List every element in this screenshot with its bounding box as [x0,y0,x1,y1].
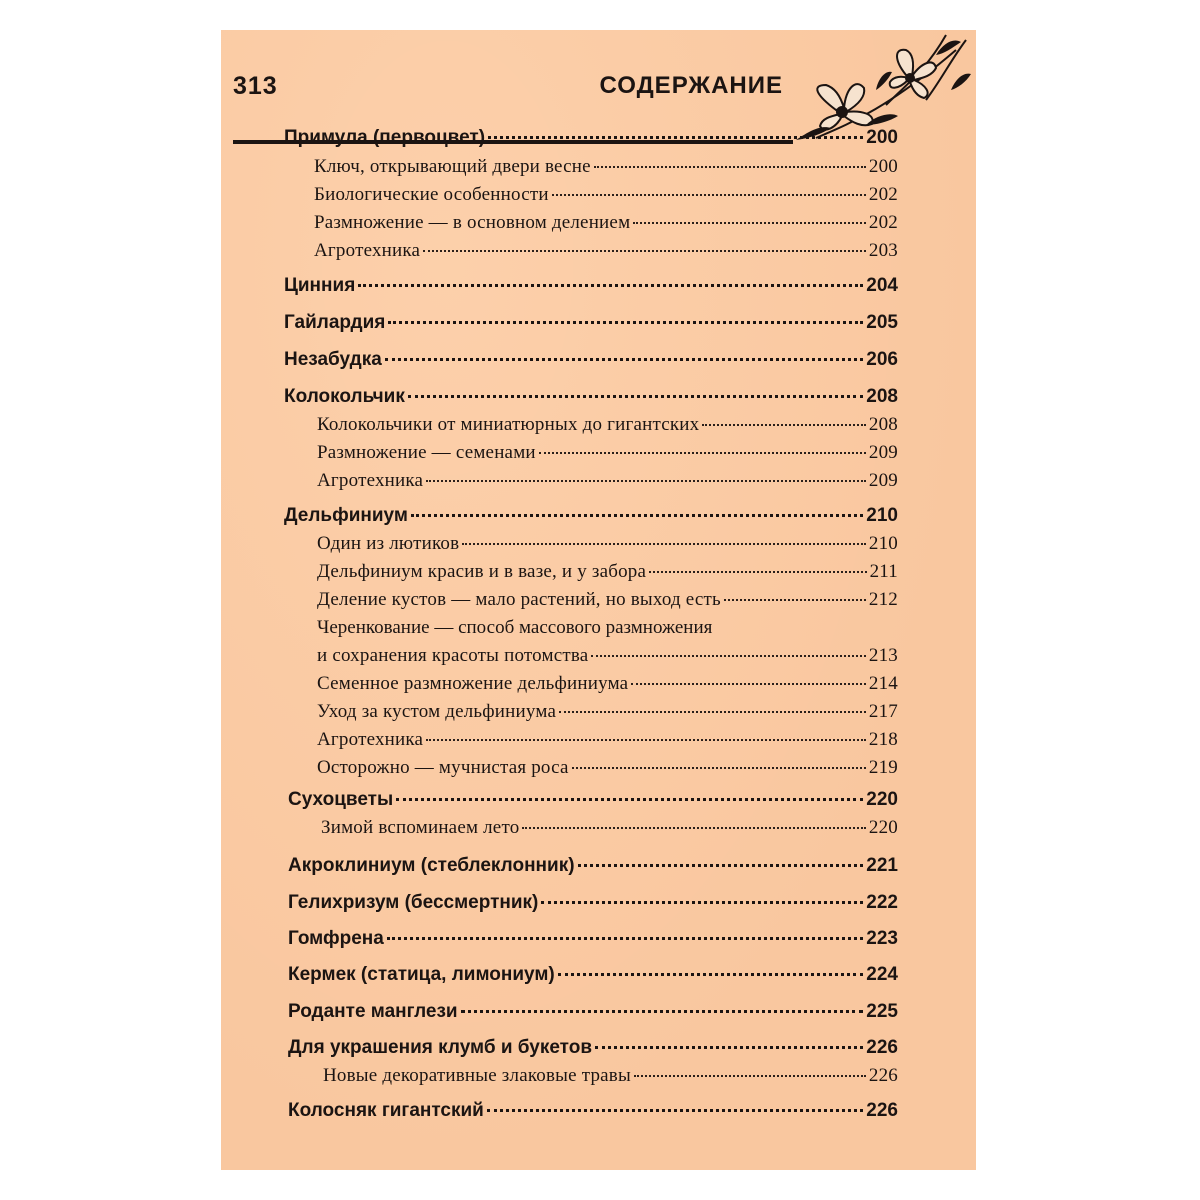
toc-entry-page: 206 [866,349,898,370]
toc-entry-page: 224 [866,964,898,985]
toc-entry-page: 213 [868,645,898,666]
toc-entry-leymus [288,1100,898,1122]
toc-entry-limonium [288,964,898,986]
dot-leader [633,222,866,224]
toc-entry-agrotech-3 [317,729,898,751]
toc-entry-page: 226 [868,1065,898,1086]
toc-entry-delphinium [284,505,898,527]
toc-entry-page: 208 [868,414,898,435]
toc-entry-seed-propagation [317,673,898,695]
dot-leader [631,683,866,685]
toc-entry-acroclinium [288,855,898,877]
toc-entry-title: Зимой вспоминаем лето [321,817,520,838]
dot-leader [541,901,863,904]
toc-entry-title: Дельфиниум красив и в вазе, и у забора [317,561,647,582]
toc-entry-title: Семенное размножение дельфиниума [317,673,629,694]
toc-entry-page: 208 [866,386,898,407]
dot-leader [724,599,866,601]
toc-entry-page: 205 [866,312,898,333]
toc-entry-page: 214 [868,673,898,694]
dot-leader [594,166,866,168]
toc-entry-page: 202 [868,212,898,233]
dot-leader [591,655,865,657]
toc-entry-page: 211 [869,561,898,582]
toc-entry-title: Осторожно — мучнистая роса [317,757,569,778]
toc-entry-title: Для украшения клумб и букетов [288,1037,593,1058]
toc-entry-page: 217 [868,701,898,722]
toc-entry-winter [321,817,898,839]
toc-entry-title: Гелихризум (бессмертник) [288,892,539,913]
toc-entry-helichrysum [288,892,898,914]
dot-leader [649,571,866,573]
dot-leader [385,358,864,361]
page-number: 313 [233,72,278,100]
toc-entry-primula [284,127,898,149]
toc-entry-page: 223 [866,928,898,949]
dot-leader [559,711,866,713]
toc-entry-title: Акроклиниум (стеблеклонник) [288,855,575,876]
toc-entry-title: Ключ, открывающий двери весне [314,156,591,177]
toc-entry-flowerbeds [288,1037,898,1059]
table-of-contents [221,30,976,1170]
dot-leader [634,1075,866,1077]
toc-entry-buttercups [317,533,898,555]
toc-entry-title: Агротехника [314,240,421,261]
dot-leader [487,1109,863,1112]
toc-entry-bush-division [317,589,898,611]
toc-entry-title: Размножение — в основном делением [314,212,631,233]
toc-entry-title: Агротехника [317,729,424,750]
dot-leader [462,543,866,545]
dot-leader [358,284,863,287]
dot-leader [411,514,863,517]
toc-entry-gomphrena [288,928,898,950]
toc-entry-page: 200 [866,127,898,148]
toc-entry-title: Деление кустов — мало растений, но выход есть [317,589,721,610]
toc-entry-title: Гомфрена [288,928,384,949]
toc-entry-forgetmenot [284,349,898,371]
dot-leader [578,864,864,867]
toc-entry-gaillardia [284,312,898,334]
toc-entry-title: Колосняк гигантский [288,1100,484,1121]
toc-entry-page: 200 [868,156,898,177]
dot-leader [426,480,866,482]
toc-entry-seeds [317,442,898,464]
toc-entry-dried-flowers [288,789,898,811]
dot-leader [522,827,865,829]
dot-leader [387,937,863,940]
dot-leader [408,395,863,398]
toc-entry-cuttings [317,645,898,667]
toc-entry-page: 225 [866,1001,898,1022]
toc-entry-agrotech-1 [314,240,898,262]
toc-entry-division [314,212,898,234]
dot-leader [461,1010,864,1013]
toc-entry-title: Новые декоративные злаковые травы [323,1065,631,1086]
toc-entry-title: Один из лютиков [317,533,460,554]
toc-entry-title: Гайлардия [284,312,386,333]
toc-entry-title: Биологические особенности [314,184,549,205]
toc-entry-page: 218 [868,729,898,750]
toc-entry-key [314,156,898,178]
dot-leader [488,136,863,139]
toc-entry-care [317,701,898,723]
toc-entry-page: 202 [868,184,898,205]
toc-entry-page: 203 [868,240,898,261]
toc-entry-page: 204 [866,275,898,296]
toc-entry-page: 222 [866,892,898,913]
toc-entry-page: 226 [866,1100,898,1121]
toc-entry-title: Примула (первоцвет) [284,127,486,148]
toc-entry-bellflower [284,386,898,408]
dot-leader [595,1046,863,1049]
toc-entry-title: Агротехника [317,470,424,491]
dot-leader [572,767,866,769]
toc-entry-title: и сохранения красоты потомства [317,645,589,666]
toc-entry-page: 221 [866,855,898,876]
dot-leader [539,452,866,454]
toc-entry-title: Колокольчики от миниатюрных до гигантских [317,414,700,435]
dot-leader [388,321,863,324]
toc-entry-rhodanthe [288,1001,898,1023]
toc-entry-mildew [317,757,898,779]
dot-leader [423,250,866,252]
toc-entry-title: Уход за кустом дельфиниума [317,701,557,722]
toc-entry-title: Цинния [284,275,356,296]
toc-entry-page: 220 [866,789,898,810]
toc-entry-biology [314,184,898,206]
toc-entry-page: 210 [868,533,898,554]
dot-leader [702,424,866,426]
toc-entry-page: 212 [868,589,898,610]
toc-entry-zinnia [284,275,898,297]
toc-entry-vase [317,561,898,583]
section-title: СОДЕРЖАНИЕ [599,72,783,99]
toc-entry-grasses [323,1065,898,1087]
toc-entry-title: Размножение — семенами [317,442,536,463]
toc-entry-title: Кермек (статица, лимониум) [288,964,555,985]
toc-entry-title: Сухоцветы [288,789,394,810]
toc-entry-cuttings-line1: Черенкование — способ массового размножения [317,617,713,638]
dot-leader [426,739,866,741]
dot-leader [552,194,866,196]
dot-leader [396,798,863,801]
toc-entry-page: 209 [868,470,898,491]
toc-entry-bellflower-sizes [317,414,898,436]
toc-entry-page: 220 [868,817,898,838]
toc-entry-title: Незабудка [284,349,382,370]
toc-entry-title: Дельфиниум [284,505,408,526]
toc-entry-agrotech-2 [317,470,898,492]
toc-entry-title: Колокольчик [284,386,405,407]
toc-entry-page: 209 [868,442,898,463]
toc-entry-title: Роданте манглези [288,1001,458,1022]
toc-entry-page: 226 [866,1037,898,1058]
dot-leader [558,973,864,976]
book-page [221,30,976,1170]
toc-entry-page: 210 [866,505,898,526]
toc-entry-page: 219 [868,757,898,778]
